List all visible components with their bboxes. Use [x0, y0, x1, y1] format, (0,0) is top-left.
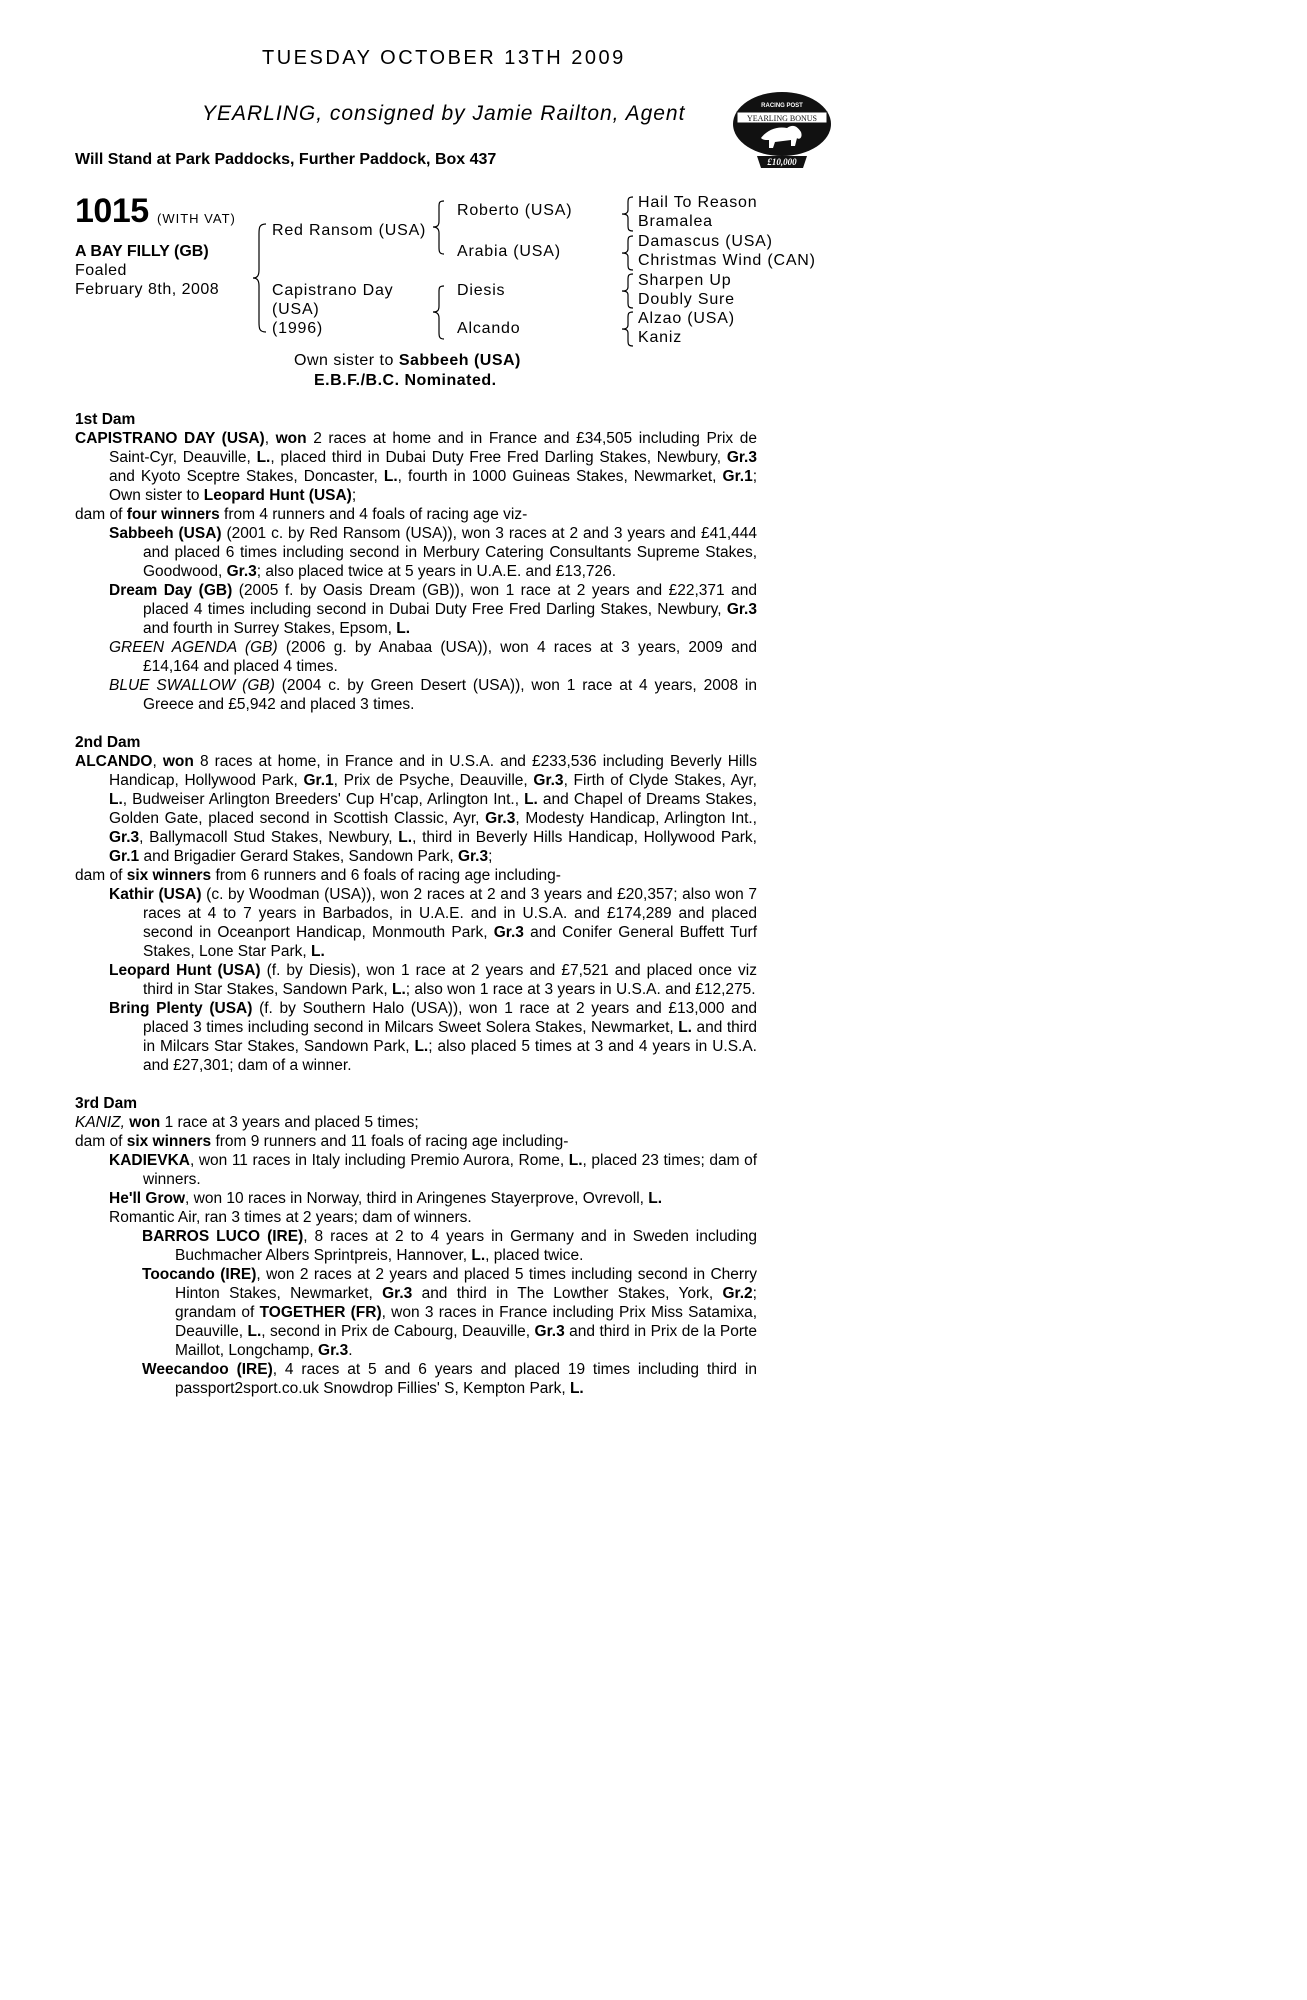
pedigree-gen3-sds: Damascus (USA): [638, 233, 773, 250]
svg-text:£10,000: £10,000: [767, 157, 797, 167]
yearling-bonus-badge-icon: [731, 90, 833, 168]
progeny-weecandoo: Weecandoo (IRE), 4 races at 5 and 6 years and placed 19 times including third in passport2sport.co.uk Snowdrop Fillies' S, Kempton Park, L.: [142, 1361, 757, 1397]
pedigree-dam-line3: (1996): [272, 320, 324, 337]
dam2-heading: 2nd Dam: [75, 734, 141, 751]
own-sister-note: Own sister to Sabbeeh (USA): [294, 352, 521, 369]
progeny-toocando: Toocando (IRE), won 2 races at 2 years and placed 5 times including second in Cherry Hinton Stakes, Newmarket, Gr.3 and third in The Lowther Stakes, York, Gr.2; grandam of TOGETHER (FR), won 3 races in France including Prix Miss Satamixa, Deauville, L., second in Prix de Cabourg, Deauville, Gr.3 and third in Prix de la Porte Maillot, Longchamp, Gr.3.: [142, 1266, 757, 1359]
pedigree-gen3-ddd: Kaniz: [638, 329, 683, 346]
pedigree-brace-gen1: [252, 222, 268, 334]
pedigree-notes: [75, 410, 757, 1398]
pedigree-sire-sire: Roberto (USA): [457, 202, 573, 219]
dam3-heading: 3rd Dam: [75, 1095, 138, 1112]
pedigree-brace-gen3-4: [621, 311, 635, 347]
pedigree-brace-gen3-2: [621, 235, 635, 271]
pedigree-dam-dam: Alcando: [457, 320, 521, 337]
pedigree-gen3-ssd: Bramalea: [638, 213, 713, 230]
pedigree-dam-line2: (USA): [272, 301, 320, 318]
progeny-leopard-hunt: Leopard Hunt (USA) (f. by Diesis), won 1 race at 2 years and £7,521 and placed once viz third in Star Stakes, Sandown Park, L.; also won 1 race at 3 years in U.S.A. and £12,275.: [109, 962, 757, 998]
pedigree-dam-sire: Diesis: [457, 282, 506, 299]
pedigree-brace-gen3-3: [621, 273, 635, 309]
progeny-kadievka: KADIEVKA, won 11 races in Italy including Premio Aurora, Rome, L., placed 23 times; dam of winners.: [109, 1152, 757, 1188]
pedigree-sire-dam: Arabia (USA): [457, 243, 561, 260]
lot-number: 1015: [75, 192, 149, 230]
foaled-date: February 8th, 2008: [75, 281, 220, 298]
foaled-label: Foaled: [75, 262, 127, 279]
dam1-dam-of: dam of four winners from 4 runners and 4 foals of racing age viz-: [75, 506, 528, 523]
pedigree-brace-dam: [432, 284, 446, 341]
pedigree-sire: Red Ransom (USA): [272, 222, 427, 239]
svg-text:YEARLING BONUS: YEARLING BONUS: [747, 114, 817, 123]
pedigree-gen3-sdd: Christmas Wind (CAN): [638, 252, 816, 269]
pedigree-brace-gen3-1: [621, 196, 635, 232]
progeny-green-agenda: GREEN AGENDA (GB) (2006 g. by Anabaa (USA)), won 4 races at 3 years, 2009 and £14,164 and placed 4 times.: [109, 639, 757, 675]
progeny-romantic-air: Romantic Air, ran 3 times at 2 years; dam of winners.: [109, 1209, 472, 1226]
pedigree-gen3-dss: Sharpen Up: [638, 272, 732, 289]
progeny-sabbeeh: Sabbeeh (USA) (2001 c. by Red Ransom (USA)), won 3 races at 2 and 3 years and £41,444 and placed 6 times including second in Merbury Catering Consultants Supreme Stakes, Goodwood, Gr.3; also placed twice at 5 years in U.A.E. and £13,726.: [109, 525, 757, 580]
progeny-dream-day: Dream Day (GB) (2005 f. by Oasis Dream (GB)), won 1 race at 2 years and £22,371 and placed 4 times including second in Dubai Duty Free Fred Darling Stakes, Newbury, Gr.3 and fourth in Surrey Stakes, Epsom, L.: [109, 582, 757, 637]
progeny-bring-plenty: Bring Plenty (USA) (f. by Southern Halo (USA)), won 1 race at 2 years and £13,000 and placed 3 times including second in Milcars Sweet Solera Stakes, Newmarket, L. and third in Milcars Star Stakes, Sandown Park, L.; also placed 5 times at 3 and 4 years in U.S.A. and £27,301; dam of a winner.: [109, 1000, 757, 1074]
stand-location: Will Stand at Park Paddocks, Further Paddock, Box 437: [75, 151, 497, 168]
svg-text:RACING POST: RACING POST: [761, 103, 803, 109]
dam1-heading: 1st Dam: [75, 411, 136, 428]
dam3-dam-of: dam of six winners from 9 runners and 11 foals of racing age including-: [75, 1133, 569, 1150]
pedigree-gen3-sss: Hail To Reason: [638, 194, 758, 211]
dam1-record: CAPISTRANO DAY (USA), won 2 races at home and in France and £34,505 including Prix de Saint-Cyr, Deauville, L., placed third in Dubai Duty Free Fred Darling Stakes, Newbury, Gr.3 and Kyoto Sceptre Stakes, Doncaster, L., fourth in 1000 Guineas Stakes, Newmarket, Gr.1; Own sister to Leopard Hunt (USA);: [75, 430, 758, 504]
pedigree-brace-sire: [432, 199, 446, 256]
sale-date: TUESDAY OCTOBER 13TH 2009: [262, 47, 626, 69]
nomination-note: E.B.F./B.C. Nominated.: [314, 372, 497, 389]
consignment-line: YEARLING, consigned by Jamie Railton, Agent: [202, 102, 686, 125]
lot-vat-note: (WITH VAT): [157, 211, 236, 226]
progeny-kathir: Kathir (USA) (c. by Woodman (USA)), won 2 races at 2 and 3 years and £20,357; also won 7 races at 4 to 7 years in Barbados, in U.A.E. and in U.S.A. and £174,289 and placed second in Oceanport Handicap, Monmouth Park, Gr.3 and Conifer General Buffett Turf Stakes, Lone Star Park, L.: [109, 886, 757, 960]
pedigree-gen3-dsd: Doubly Sure: [638, 291, 735, 308]
dam2-dam-of: dam of six winners from 6 runners and 6 foals of racing age including-: [75, 867, 561, 884]
progeny-hell-grow: He'll Grow, won 10 races in Norway, third in Aringenes Stayerprove, Ovrevoll, L.: [109, 1190, 663, 1207]
pedigree-gen3-dds: Alzao (USA): [638, 310, 735, 327]
dam2-record: ALCANDO, won 8 races at home, in France and in U.S.A. and £233,536 including Beverly Hills Handicap, Hollywood Park, Gr.1, Prix de Psyche, Deauville, Gr.3, Firth of Clyde Stakes, Ayr, L., Budweiser Arlington Breeders' Cup H'cap, Arlington Int., L. and Chapel of Dreams Stakes, Golden Gate, placed second in Scottish Classic, Ayr, Gr.3, Modesty Handicap, Arlington Int., Gr.3, Ballymacoll Stud Stakes, Newbury, L., third in Beverly Hills Handicap, Hollywood Park, Gr.1 and Brigadier Gerard Stakes, Sandown Park, Gr.3;: [75, 753, 757, 865]
pedigree-dam-line1: Capistrano Day: [272, 282, 394, 299]
horse-name: A BAY FILLY (GB): [75, 243, 209, 260]
progeny-barros-luco: BARROS LUCO (IRE), 8 races at 2 to 4 years in Germany and in Sweden including Buchmacher Albers Sprintpreis, Hannover, L., placed twice.: [142, 1228, 757, 1264]
progeny-blue-swallow: BLUE SWALLOW (GB) (2004 c. by Green Desert (USA)), won 1 race at 4 years, 2008 in Greece and £5,942 and placed 3 times.: [109, 677, 758, 713]
dam3-record: KANIZ, won 1 race at 3 years and placed 5 times;: [75, 1114, 419, 1131]
